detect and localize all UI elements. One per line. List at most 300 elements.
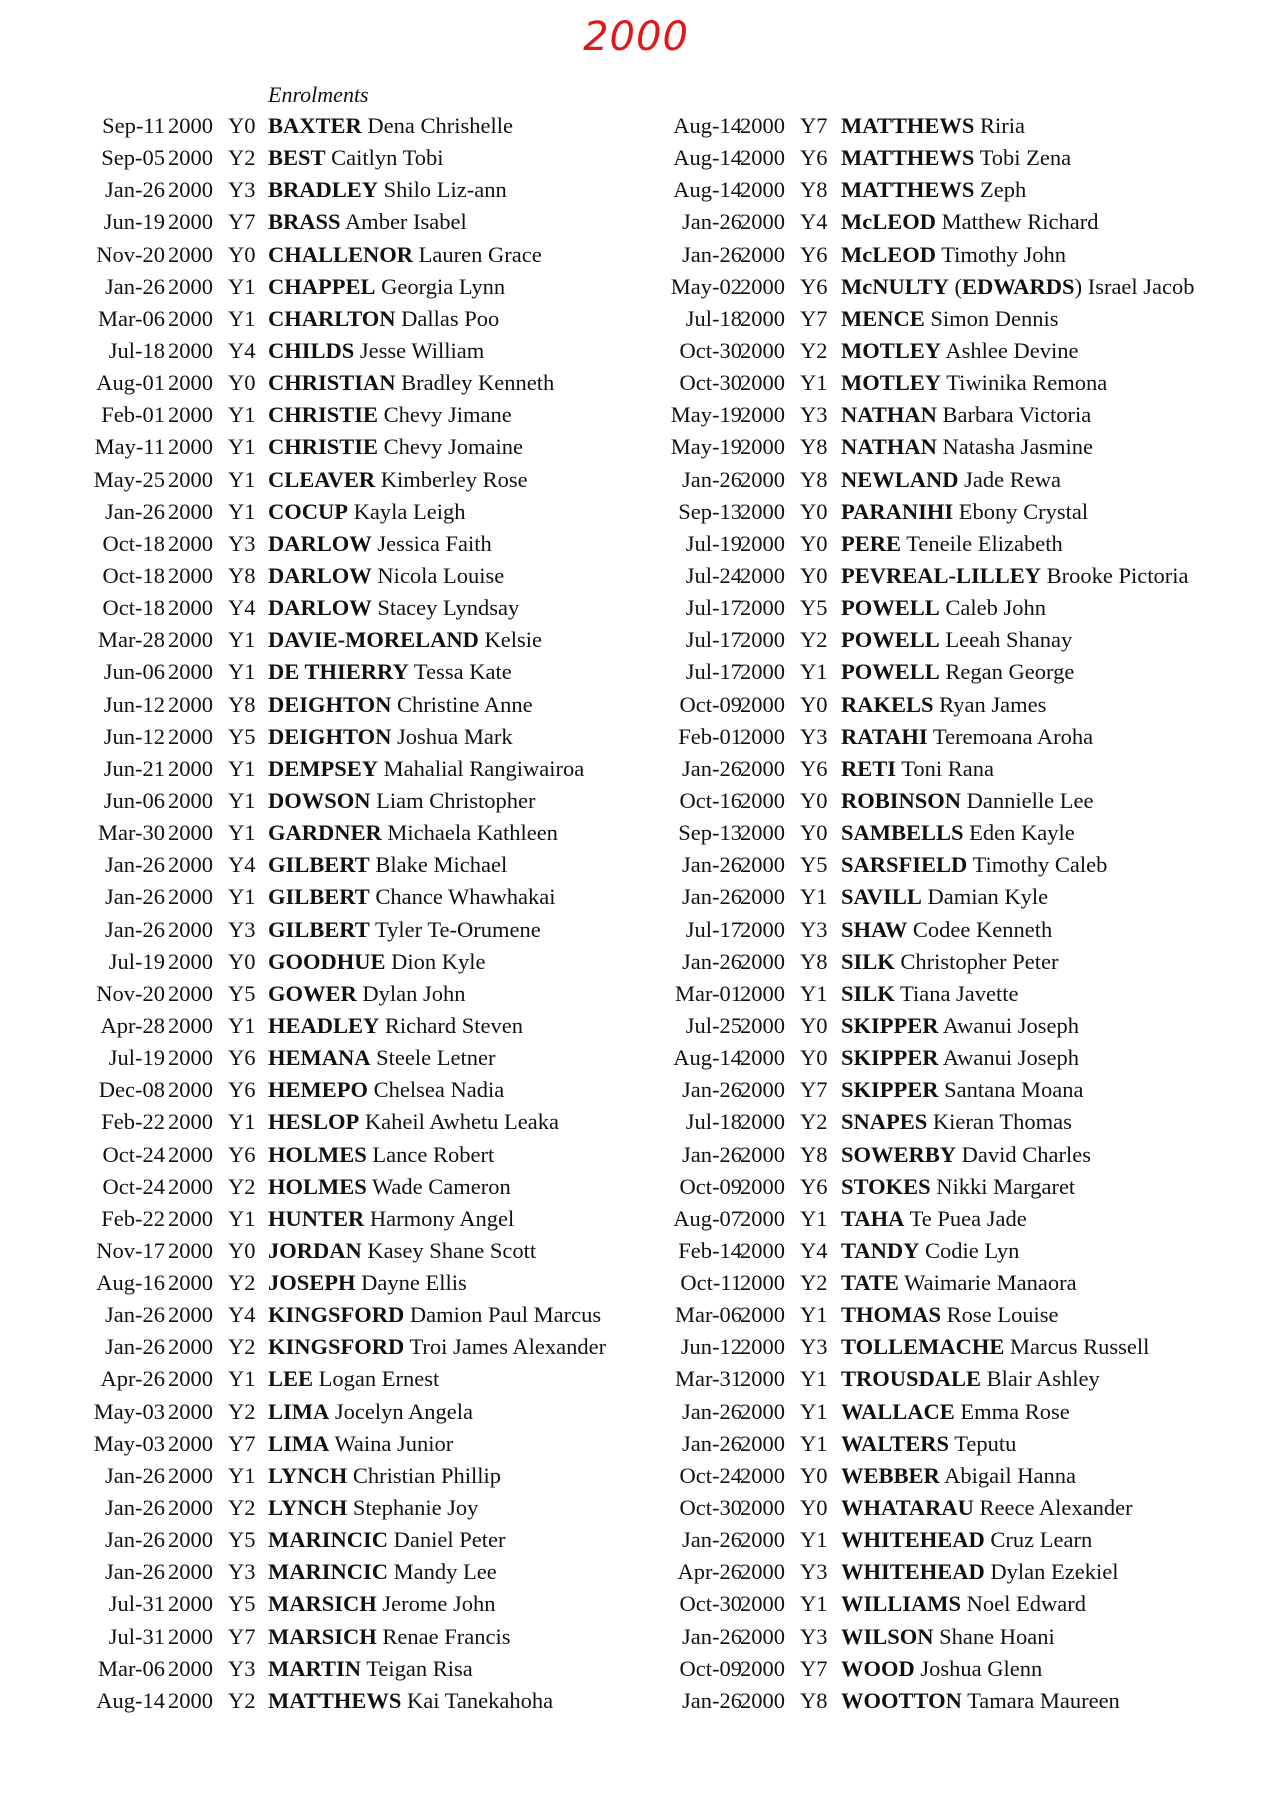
year-level: Y0 [800,1045,828,1071]
student-name [841,1235,1019,1267]
enrolment-row [0,946,650,978]
enrolment-year: 2000 [168,177,213,203]
student-surname: WALTERS [841,1430,949,1456]
enrolment-date: Oct-30 [679,1495,742,1521]
enrolment-year: 2000 [740,1077,785,1103]
enrolment-row [652,624,1272,656]
student-surname: DOWSON [268,787,371,813]
student-given-names: Blair Ashley [986,1366,1100,1392]
year-level: Y6 [228,1045,256,1071]
year-level: Y5 [800,852,828,878]
student-surname: TOLLEMACHE [841,1334,1005,1360]
student-name [841,1428,1016,1460]
enrolment-date: Jan-26 [682,1687,742,1713]
student-given-names: Troi James Alexander [409,1334,607,1360]
student-name [268,335,484,367]
enrolment-year: 2000 [168,1237,213,1263]
student-name [268,110,513,142]
enrolment-date: Mar-28 [97,627,165,653]
student-name [268,753,584,785]
enrolment-year: 2000 [168,884,213,910]
student-name [841,785,1093,817]
enrolment-row [652,1171,1272,1203]
student-given-names: Blake Michael [375,852,508,878]
year-level: Y6 [800,273,828,299]
enrolment-year: 2000 [168,145,213,171]
year-level: Y5 [228,980,256,1006]
student-given-names: Caitlyn Tobi [331,145,444,171]
student-name [268,303,499,335]
enrolment-row [652,721,1272,753]
student-surname: HOLMES [268,1141,367,1167]
enrolment-date: Jan-26 [682,1430,742,1456]
enrolment-year: 2000 [168,1173,213,1199]
student-surname: WEBBER [841,1462,940,1488]
enrolment-year: 2000 [740,852,785,878]
student-name [268,1460,501,1492]
enrolment-date: Jan-26 [105,1302,165,1328]
enrolment-row [0,785,650,817]
student-name [268,1524,505,1556]
enrolment-date: Oct-11 [680,1270,742,1296]
student-name [841,1588,1086,1620]
enrolment-year: 2000 [740,948,785,974]
enrolment-date: Aug-14 [96,1687,165,1713]
student-name [268,1074,504,1106]
student-given-names: Dallas Poo [401,305,500,331]
enrolment-date: Jan-26 [682,852,742,878]
enrolment-row [652,1042,1272,1074]
page-title: 2000 [583,14,689,60]
year-level: Y0 [800,562,828,588]
enrolment-date: May-25 [93,466,165,492]
enrolment-year: 2000 [168,1591,213,1617]
student-name [841,431,1093,463]
student-given-names: Liam Christopher [376,787,536,813]
enrolment-row [0,174,650,206]
enrolment-date: Sep-11 [102,113,165,138]
student-name [268,174,507,206]
enrolment-date: May-03 [93,1430,165,1456]
enrolment-year: 2000 [168,1334,213,1360]
enrolment-row [0,1460,650,1492]
student-name [268,1363,439,1395]
student-name [841,946,1059,978]
student-name [268,1139,494,1171]
enrolment-date: Jan-26 [105,852,165,878]
enrolment-date: Sep-13 [678,820,742,846]
student-name [268,721,513,753]
enrolment-year: 2000 [740,1205,785,1231]
enrolment-year: 2000 [168,1398,213,1424]
enrolment-row [652,1106,1272,1138]
student-surname: McLEOD [841,241,936,267]
student-given-names: Wade Cameron [372,1173,511,1199]
student-name [841,1074,1083,1106]
student-name [841,1685,1120,1717]
enrolment-year: 2000 [740,305,785,331]
student-surname: RETI [841,755,897,781]
enrolment-date: Apr-26 [100,1366,165,1392]
enrolment-date: Oct-24 [102,1173,165,1199]
year-level: Y2 [228,145,256,171]
enrolment-date: Mar-30 [97,820,165,846]
student-surname: BRASS [268,209,341,235]
enrolment-date: Jul-18 [108,337,165,363]
enrolment-year: 2000 [740,1045,785,1071]
year-level: Y8 [800,177,828,203]
student-name [841,367,1107,399]
enrolment-date: Feb-01 [678,723,742,749]
student-given-names: Chevy Jimane [383,402,512,428]
enrolment-row [0,721,650,753]
enrolment-year: 2000 [740,1270,785,1296]
student-surname: TANDY [841,1237,920,1263]
enrolment-row [0,1524,650,1556]
student-given-names: Dylan Ezekiel [990,1559,1119,1585]
enrolment-year: 2000 [168,1655,213,1681]
enrolment-row [652,753,1272,785]
student-name [268,1492,478,1524]
enrolment-year: 2000 [168,1045,213,1071]
enrolments-subtitle: Enrolments [268,82,369,107]
student-name [268,271,505,303]
year-level: Y3 [228,916,256,942]
student-surname: NATHAN [841,402,937,428]
student-name [841,1621,1055,1653]
student-surname: KINGSFORD [268,1334,405,1360]
student-surname: PEVREAL-LILLEY [841,562,1042,588]
enrolment-date: Feb-22 [101,1205,165,1231]
student-given-names: Rose Louise [946,1302,1059,1328]
enrolment-date: Jan-26 [105,1495,165,1521]
student-surname: HEADLEY [268,1012,380,1038]
student-surname: HEMANA [268,1045,371,1071]
enrolment-row [652,335,1272,367]
student-surname: HESLOP [268,1109,360,1135]
student-surname: WHITEHEAD [841,1559,985,1585]
enrolment-row [0,1653,650,1685]
student-name [268,1331,606,1363]
enrolment-year: 2000 [168,1527,213,1553]
enrolment-date: Jan-26 [105,1527,165,1553]
year-level: Y3 [228,530,256,556]
student-surname: SHAW [841,916,908,942]
year-level: Y4 [228,852,256,878]
enrolment-row [652,110,1272,142]
year-level: Y1 [800,1527,828,1553]
enrolment-row [652,1203,1272,1235]
year-level: Y1 [228,787,256,813]
student-given-names: Dylan John [362,980,466,1006]
student-name [268,624,542,656]
enrolment-year: 2000 [740,466,785,492]
student-surname: COCUP [268,498,348,524]
enrolment-row [0,689,650,721]
enrolment-year: 2000 [740,1591,785,1617]
year-level: Y5 [800,595,828,621]
student-name [841,464,1061,496]
enrolment-row [652,206,1272,238]
enrolment-date: Mar-31 [674,1366,742,1392]
enrolment-date: Jul-31 [108,1591,165,1617]
enrolment-year: 2000 [168,305,213,331]
year-level: Y1 [228,498,256,524]
student-surname: PARANIHI [841,498,954,524]
year-level: Y3 [228,1655,256,1681]
enrolment-row [652,1556,1272,1588]
enrolment-year: 2000 [740,787,785,813]
student-surname: MENCE [841,305,925,331]
year-level: Y6 [228,1077,256,1103]
enrolment-year: 2000 [740,530,785,556]
student-given-names: Emma Rose [960,1398,1070,1424]
enrolment-year: 2000 [740,177,785,203]
student-given-names: Lauren Grace [418,241,542,267]
enrolment-row [0,399,650,431]
year-level: Y1 [228,884,256,910]
student-surname: MATTHEWS [268,1687,402,1713]
student-given-names: Regan George [945,659,1075,685]
year-level: Y2 [228,1270,256,1296]
student-given-names: Shilo Liz-ann [383,177,507,203]
student-surname: GILBERT [268,884,370,910]
enrolment-year: 2000 [740,1141,785,1167]
student-given-names: Ashlee Devine [945,337,1079,363]
student-given-names: Damion Paul Marcus [409,1302,602,1328]
year-level: Y3 [800,402,828,428]
enrolment-row [652,1428,1272,1460]
enrolment-date: Apr-28 [100,1012,165,1038]
student-given-names: Jesse William [359,337,485,363]
year-level: Y7 [228,209,256,235]
year-level: Y1 [800,1398,828,1424]
student-given-names: Kieran Thomas [932,1109,1072,1135]
enrolment-year: 2000 [740,145,785,171]
student-name [268,1235,536,1267]
student-name [841,1203,1027,1235]
enrolment-row [652,817,1272,849]
enrolment-year: 2000 [740,755,785,781]
student-given-names: Chance Whawhakai [375,884,556,910]
year-level: Y0 [800,1462,828,1488]
student-name [268,592,519,624]
enrolment-date: Sep-05 [101,145,165,171]
student-given-names: Timothy John [941,241,1067,267]
student-surname: WILLIAMS [841,1591,962,1617]
enrolment-date: Jan-26 [682,1527,742,1553]
year-level: Y1 [228,755,256,781]
student-name [841,978,1019,1010]
enrolment-row [652,303,1272,335]
year-level: Y3 [800,1559,828,1585]
enrolment-row [0,1139,650,1171]
enrolment-date: May-19 [670,434,742,460]
year-level: Y1 [228,627,256,653]
student-given-names: Natasha Jasmine [942,434,1094,460]
enrolment-year: 2000 [168,980,213,1006]
year-level: Y8 [800,466,828,492]
student-surname: NEWLAND [841,466,959,492]
student-name [268,656,512,688]
enrolment-year: 2000 [740,273,785,299]
enrolment-date: Jul-19 [108,1045,165,1071]
student-surname: BEST [268,145,326,171]
student-name [841,1331,1149,1363]
enrolment-row [0,1685,650,1717]
enrolment-row [652,1267,1272,1299]
enrolment-date: Oct-30 [679,337,742,363]
enrolment-date: Mar-01 [674,980,742,1006]
enrolment-date: Aug-07 [673,1205,742,1231]
student-name [841,1010,1079,1042]
student-given-names: Chevy Jomaine [383,434,524,460]
student-name [841,881,1048,913]
student-surname: ROBINSON [841,787,962,813]
enrolment-row [652,1621,1272,1653]
student-given-names: Brooke Pictoria [1046,562,1189,588]
enrolment-date: Aug-14 [673,145,742,171]
enrolment-date: Jan-26 [682,1398,742,1424]
enrolment-row [652,656,1272,688]
enrolment-date: Jul-17 [685,916,742,942]
student-surname: GOWER [268,980,357,1006]
student-name [268,464,528,496]
enrolment-row [0,592,650,624]
enrolment-row [0,1235,650,1267]
student-name [841,528,1063,560]
student-surname: CHARLTON [268,305,396,331]
enrolment-row [0,464,650,496]
enrolment-row [0,656,650,688]
student-name [268,496,465,528]
student-surname: DARLOW [268,595,372,621]
student-given-names: Georgia Lynn [381,273,506,299]
student-surname: DEMPSEY [268,755,379,781]
student-given-names: Mahalial Rangiwairoa [383,755,585,781]
enrolment-row [652,914,1272,946]
enrolment-date: Oct-18 [102,562,165,588]
student-name [268,1267,467,1299]
enrolment-row [652,399,1272,431]
student-surname: SILK [841,948,895,974]
enrolment-year: 2000 [740,562,785,588]
student-given-names: Daniel Peter [393,1527,506,1553]
enrolment-year: 2000 [740,916,785,942]
student-given-names: Damian Kyle [927,884,1049,910]
enrolment-date: May-19 [670,402,742,428]
enrolment-year: 2000 [168,1012,213,1038]
student-name [841,496,1088,528]
enrolment-year: 2000 [740,723,785,749]
student-given-names: Christian Phillip [352,1462,501,1488]
enrolment-date: Jan-26 [105,916,165,942]
student-given-names: Dannielle Lee [966,787,1094,813]
year-level: Y6 [800,145,828,171]
student-given-names: Cruz Learn [990,1527,1093,1553]
student-surname: MARTIN [268,1655,361,1681]
enrolment-year: 2000 [168,916,213,942]
enrolment-row [652,560,1272,592]
enrolment-year: 2000 [168,402,213,428]
student-surname: HEMEPO [268,1077,368,1103]
student-name [841,335,1078,367]
year-level: Y0 [800,820,828,846]
student-name [841,142,1071,174]
enrolment-row [652,1524,1272,1556]
student-name [841,1653,1042,1685]
student-surname: WALLACE [841,1398,955,1424]
student-surname: LEE [268,1366,314,1392]
enrolment-year: 2000 [740,1559,785,1585]
enrolment-row [652,1010,1272,1042]
student-name [268,978,466,1010]
year-level: Y6 [800,755,828,781]
student-name [841,849,1107,881]
year-level: Y1 [228,402,256,428]
enrolment-year: 2000 [168,337,213,363]
enrolment-year: 2000 [740,1334,785,1360]
enrolment-row [652,431,1272,463]
student-given-names: Christine Anne [397,691,533,717]
enrolment-row [0,142,650,174]
enrolment-year: 2000 [740,337,785,363]
enrolment-date: Mar-06 [97,305,165,331]
enrolment-year: 2000 [740,241,785,267]
student-name [268,914,541,946]
enrolment-year: 2000 [168,948,213,974]
enrolment-row [0,1074,650,1106]
student-given-names: Ebony Crystal [958,498,1089,524]
student-name [268,689,533,721]
enrolment-row [652,849,1272,881]
enrolment-year: 2000 [740,1462,785,1488]
enrolment-row [652,1139,1272,1171]
enrolment-row [652,1492,1272,1524]
enrolment-row [652,689,1272,721]
year-level: Y6 [800,1173,828,1199]
student-name [268,1685,553,1717]
student-name [268,785,536,817]
enrolment-row [652,174,1272,206]
student-name [841,1363,1100,1395]
year-level: Y1 [800,1430,828,1456]
student-given-names: Noel Edward [966,1591,1086,1617]
enrolment-year: 2000 [168,1495,213,1521]
enrolment-year: 2000 [740,1366,785,1392]
enrolment-date: May-11 [94,434,165,460]
year-level: Y8 [800,948,828,974]
enrolment-year: 2000 [168,209,213,235]
student-former-surname: EDWARDS [962,273,1075,299]
enrolment-row [0,753,650,785]
student-name [841,817,1075,849]
enrolment-date: Oct-09 [679,1173,742,1199]
year-level: Y4 [228,337,256,363]
student-given-names: Joshua Glenn [920,1655,1043,1681]
enrolment-year: 2000 [740,1398,785,1424]
year-level: Y1 [228,1462,256,1488]
enrolment-date: Jan-26 [105,884,165,910]
year-level: Y2 [800,1270,828,1296]
student-given-names: Kelsie [484,627,542,653]
enrolment-row [652,1235,1272,1267]
student-given-names: Lance Robert [372,1141,495,1167]
enrolment-row [0,367,650,399]
year-level: Y7 [228,1623,256,1649]
student-surname: DE THIERRY [268,659,409,685]
enrolment-date: Oct-18 [102,595,165,621]
